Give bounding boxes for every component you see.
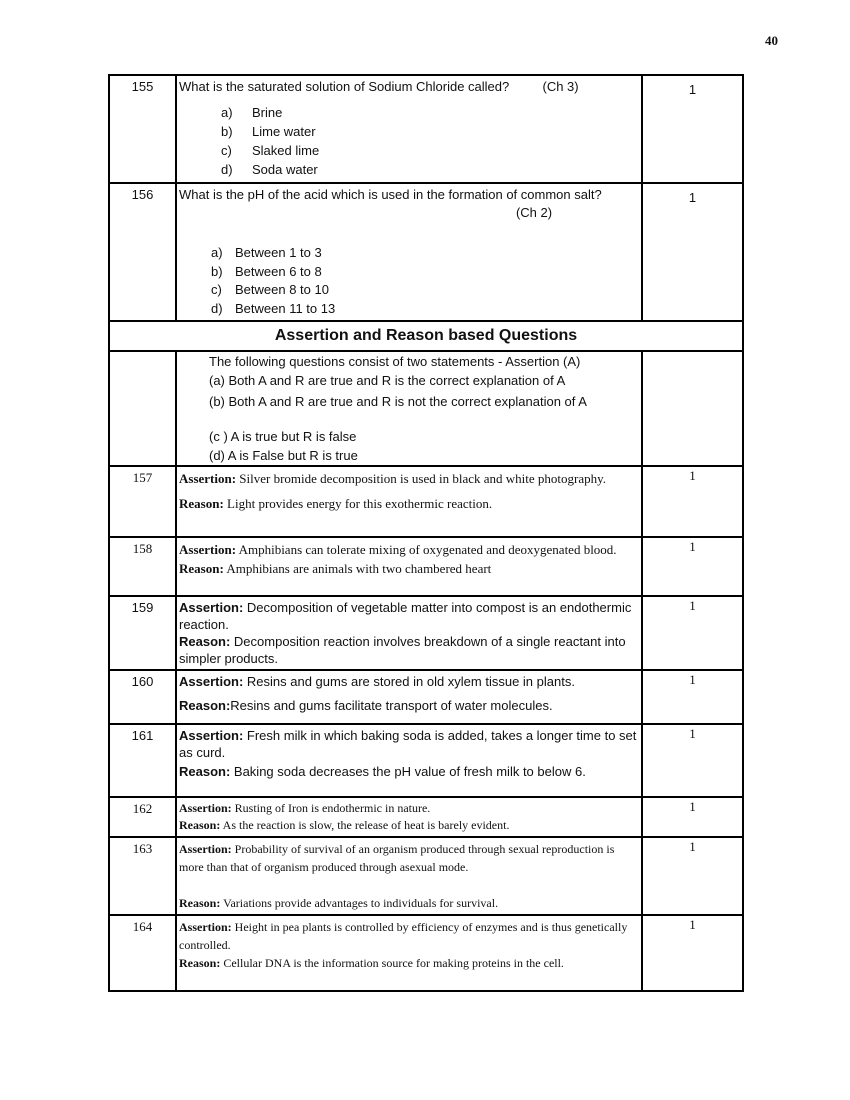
question-number: 158 (109, 537, 176, 596)
table-row (109, 797, 743, 837)
table-row (109, 466, 743, 537)
reason-text: Reason: Cellular DNA is the information source for making proteins in the cell. (179, 956, 564, 970)
question-text: What is the pH of the acid which is used in the formation of common salt? (179, 187, 602, 202)
reason-label: Reason: (179, 896, 221, 910)
options-list (221, 104, 639, 180)
question-number: 162 (109, 797, 176, 837)
assertion-text: Assertion: Fresh milk in which baking soda is added, takes a longer time to set as curd. (179, 728, 637, 760)
table-row (109, 596, 743, 670)
question-cell (176, 915, 642, 991)
assertion-text: Assertion: Decomposition of vegetable matter into compost is an endothermic reaction. (179, 600, 632, 632)
assertion-text: Assertion: Height in pea plants is controlled by efficiency of enzymes and is thus genetically controlled. (179, 920, 628, 952)
question-number: 160 (109, 670, 176, 724)
option-item: a) Brine (221, 105, 283, 120)
question-cell (176, 837, 642, 915)
marks-cell: 1 (642, 837, 743, 915)
reason-text: Reason: As the reaction is slow, the release of heat is barely evident. (179, 818, 510, 832)
marks-cell: 1 (642, 183, 743, 321)
assertion-text: Assertion: Probability of survival of an organism produced through sexual reproduction is more than that of organism produced through asexual mode. (179, 842, 615, 874)
empty-cell (109, 351, 176, 466)
option-item: b) Lime water (221, 124, 316, 139)
question-cell (176, 75, 642, 183)
table-row (109, 183, 743, 321)
assertion-text: Assertion: Resins and gums are stored in old xylem tissue in plants. (179, 674, 575, 689)
table-row (109, 537, 743, 596)
reason-label: Reason: (179, 698, 231, 713)
assertion-label: Assertion: (179, 842, 232, 856)
assertion-text: Assertion: Amphibians can tolerate mixing of oxygenated and deoxygenated blood. (179, 542, 617, 557)
reason-text: Reason: Light provides energy for this exothermic reaction. (179, 496, 493, 511)
assertion-label: Assertion: (179, 920, 232, 934)
assertion-label: Assertion: (179, 600, 244, 615)
reason-label: Reason: (179, 956, 221, 970)
reason-label: Reason: (179, 764, 231, 779)
assertion-label: Assertion: (179, 674, 244, 689)
reason-label: Reason: (179, 496, 224, 511)
table-row (109, 670, 743, 724)
assertion-text: Assertion: Silver bromide decomposition is used in black and white photography. (179, 471, 607, 486)
chapter-tag: (Ch 2) (515, 205, 553, 220)
option-item: b) Between 6 to 8 (211, 263, 322, 279)
section-heading: Assertion and Reason based Questions (109, 321, 743, 351)
options-list (211, 244, 639, 318)
assertion-label: Assertion: (179, 542, 237, 557)
question-number: 157 (109, 466, 176, 537)
table-row (109, 75, 743, 183)
question-cell (176, 183, 642, 321)
option-item: c) Between 8 to 10 (211, 282, 329, 297)
question-number: 163 (109, 837, 176, 915)
instructions-cell (176, 351, 642, 466)
marks-cell: 1 (642, 75, 743, 183)
question-cell (176, 466, 642, 537)
table-row (109, 321, 743, 351)
table-row (109, 915, 743, 991)
reason-label: Reason: (179, 561, 224, 576)
reason-text: Reason: Variations provide advantages to individuals for survival. (179, 896, 499, 910)
question-number: 156 (109, 183, 176, 321)
empty-cell (642, 351, 743, 466)
reason-text: Reason: Baking soda decreases the pH value of fresh milk to below 6. (179, 764, 586, 779)
marks-cell: 1 (642, 724, 743, 797)
option-item: d) Between 11 to 13 (211, 300, 336, 316)
assertion-label: Assertion: (179, 801, 232, 815)
table-row (109, 351, 743, 466)
marks-cell: 1 (642, 670, 743, 724)
instruction-option: (c ) A is true but R is false (209, 429, 357, 444)
question-cell (176, 724, 642, 797)
question-table (108, 74, 744, 992)
table-row (109, 837, 743, 915)
reason-text: Reason: Decomposition reaction involves breakdown of a single reactant into simpler products. (179, 634, 626, 666)
assertion-label: Assertion: (179, 728, 244, 743)
option-item: a) Between 1 to 3 (211, 245, 322, 260)
question-number: 164 (109, 915, 176, 991)
option-item: c) Slaked lime (221, 143, 320, 158)
marks-cell: 1 (642, 537, 743, 596)
question-text: What is the saturated solution of Sodium Chloride called? (179, 79, 510, 94)
marks-cell: 1 (642, 466, 743, 537)
instruction-option: (a) Both A and R are true and R is the correct explanation of A (209, 373, 566, 388)
marks-cell: 1 (642, 596, 743, 670)
marks-cell: 1 (642, 915, 743, 991)
question-cell (176, 670, 642, 724)
instruction-option: (b) Both A and R are true and R is not the correct explanation of A (209, 394, 587, 409)
reason-text: Reason: Amphibians are animals with two chambered heart (179, 561, 492, 576)
chapter-tag: (Ch 3) (542, 79, 579, 94)
reason-label: Reason: (179, 818, 221, 832)
assertion-label: Assertion: (179, 471, 237, 486)
question-cell (176, 797, 642, 837)
option-item: d) Soda water (221, 162, 318, 177)
question-number: 161 (109, 724, 176, 797)
reason-label: Reason: (179, 634, 231, 649)
reason-text: Reason:Resins and gums facilitate transport of water molecules. (179, 698, 553, 713)
question-number: 159 (109, 596, 176, 670)
page-number: 40 (765, 33, 778, 48)
table-row (109, 724, 743, 797)
instructions-intro: The following questions consist of two statements - Assertion (A) (209, 354, 581, 369)
assertion-text: Assertion: Rusting of Iron is endothermic in nature. (179, 801, 431, 815)
instruction-option: (d) A is False but R is true (209, 448, 358, 463)
question-number: 155 (109, 75, 176, 183)
question-cell (176, 596, 642, 670)
question-cell (176, 537, 642, 596)
marks-cell: 1 (642, 797, 743, 837)
